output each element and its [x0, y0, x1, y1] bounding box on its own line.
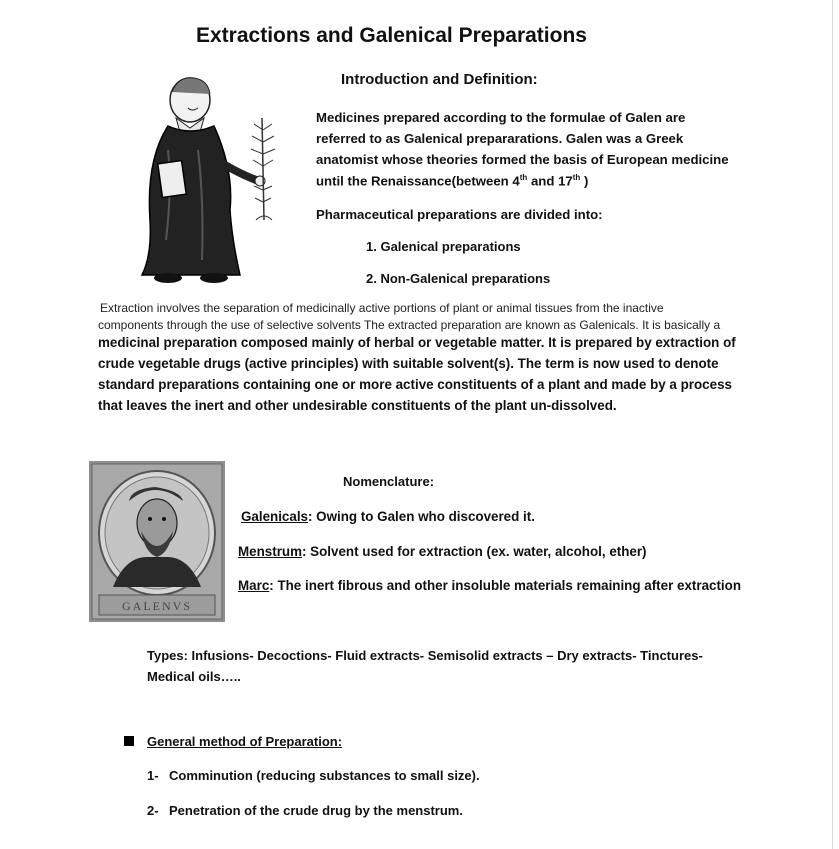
renaissance-prefix: until the Renaissance(between 4 [316, 173, 520, 189]
page-title: Extractions and Galenical Preparations [196, 24, 587, 47]
method-step-number: 2- [147, 803, 159, 818]
intro-paragraph-line-renaissance [316, 173, 588, 188]
term-galenicals: Galenicals [241, 509, 308, 524]
nomenclature-item-galenicals [241, 509, 535, 524]
square-bullet-icon [124, 736, 134, 746]
list-item: 2. Non-Galenical preparations [366, 271, 551, 286]
method-step-number: 1- [147, 768, 159, 783]
types-line: Medical oils….. [147, 669, 241, 684]
nomenclature-item-menstrum [238, 544, 647, 559]
intro-paragraph-line: anatomist whose theories formed the basis of European medicine [316, 152, 729, 167]
extraction-bold-line: that leaves the inert and other undesirable constituents of the plant un-dissolved. [98, 398, 617, 413]
intro-paragraph-line: referred to as Galenical prepararations. Galen was a Greek [316, 131, 684, 146]
intro-heading: Introduction and Definition: [341, 71, 538, 88]
portrait-caption: GALENVS [122, 599, 192, 613]
definition-menstrum: : Solvent used for extraction (ex. water, alcohol, ether) [302, 544, 647, 559]
method-step-text: Penetration of the crude drug by the menstrum. [169, 803, 463, 818]
galen-portrait-engraving [89, 461, 225, 622]
list-item: 1. Galenical preparations [366, 239, 521, 254]
extraction-bold-line: crude vegetable drugs (active principles) with suitable solvent(s). The term is now used to denote [98, 356, 719, 371]
extraction-bold-line: medicinal preparation composed mainly of herbal or vegetable matter. It is prepared by extraction of [98, 335, 736, 350]
method-heading: General method of Preparation: [147, 734, 343, 749]
term-marc: Marc [238, 578, 270, 593]
term-menstrum: Menstrum [238, 544, 302, 559]
nomenclature-heading: Nomenclature: [343, 474, 435, 489]
intro-paragraph-line: Medicines prepared according to the formulae of Galen are [316, 110, 686, 125]
divided-into-text: Pharmaceutical preparations are divided into: [316, 207, 603, 222]
method-step-text: Comminution (reducing substances to small size). [169, 768, 480, 783]
extraction-plain-line: Extraction involves the separation of medicinally active portions of plant or animal tissues from the inactive [100, 301, 664, 315]
definition-marc: : The inert fibrous and other insoluble materials remaining after extraction [269, 578, 742, 593]
nomenclature-item-marc [238, 578, 741, 593]
superscript-th: th [572, 173, 581, 182]
superscript-th: th [519, 173, 528, 182]
extraction-plain-line: components through the use of selective solvents The extracted preparation are known as Galenicals. It is basically a [98, 318, 721, 332]
definition-galenicals: : Owing to Galen who discovered it. [308, 509, 535, 524]
renaissance-mid: and 17 [527, 173, 573, 189]
extraction-bold-line: standard preparations containing one or more active constituents of a plant and made by a process [98, 377, 732, 392]
page-edge-rule [832, 0, 833, 849]
types-line: Types: Infusions- Decoctions- Fluid extracts- Semisolid extracts – Dry extracts- Tinctures- [147, 648, 703, 663]
renaissance-suffix: ) [580, 173, 589, 189]
scholar-with-plant-illustration [128, 70, 293, 290]
